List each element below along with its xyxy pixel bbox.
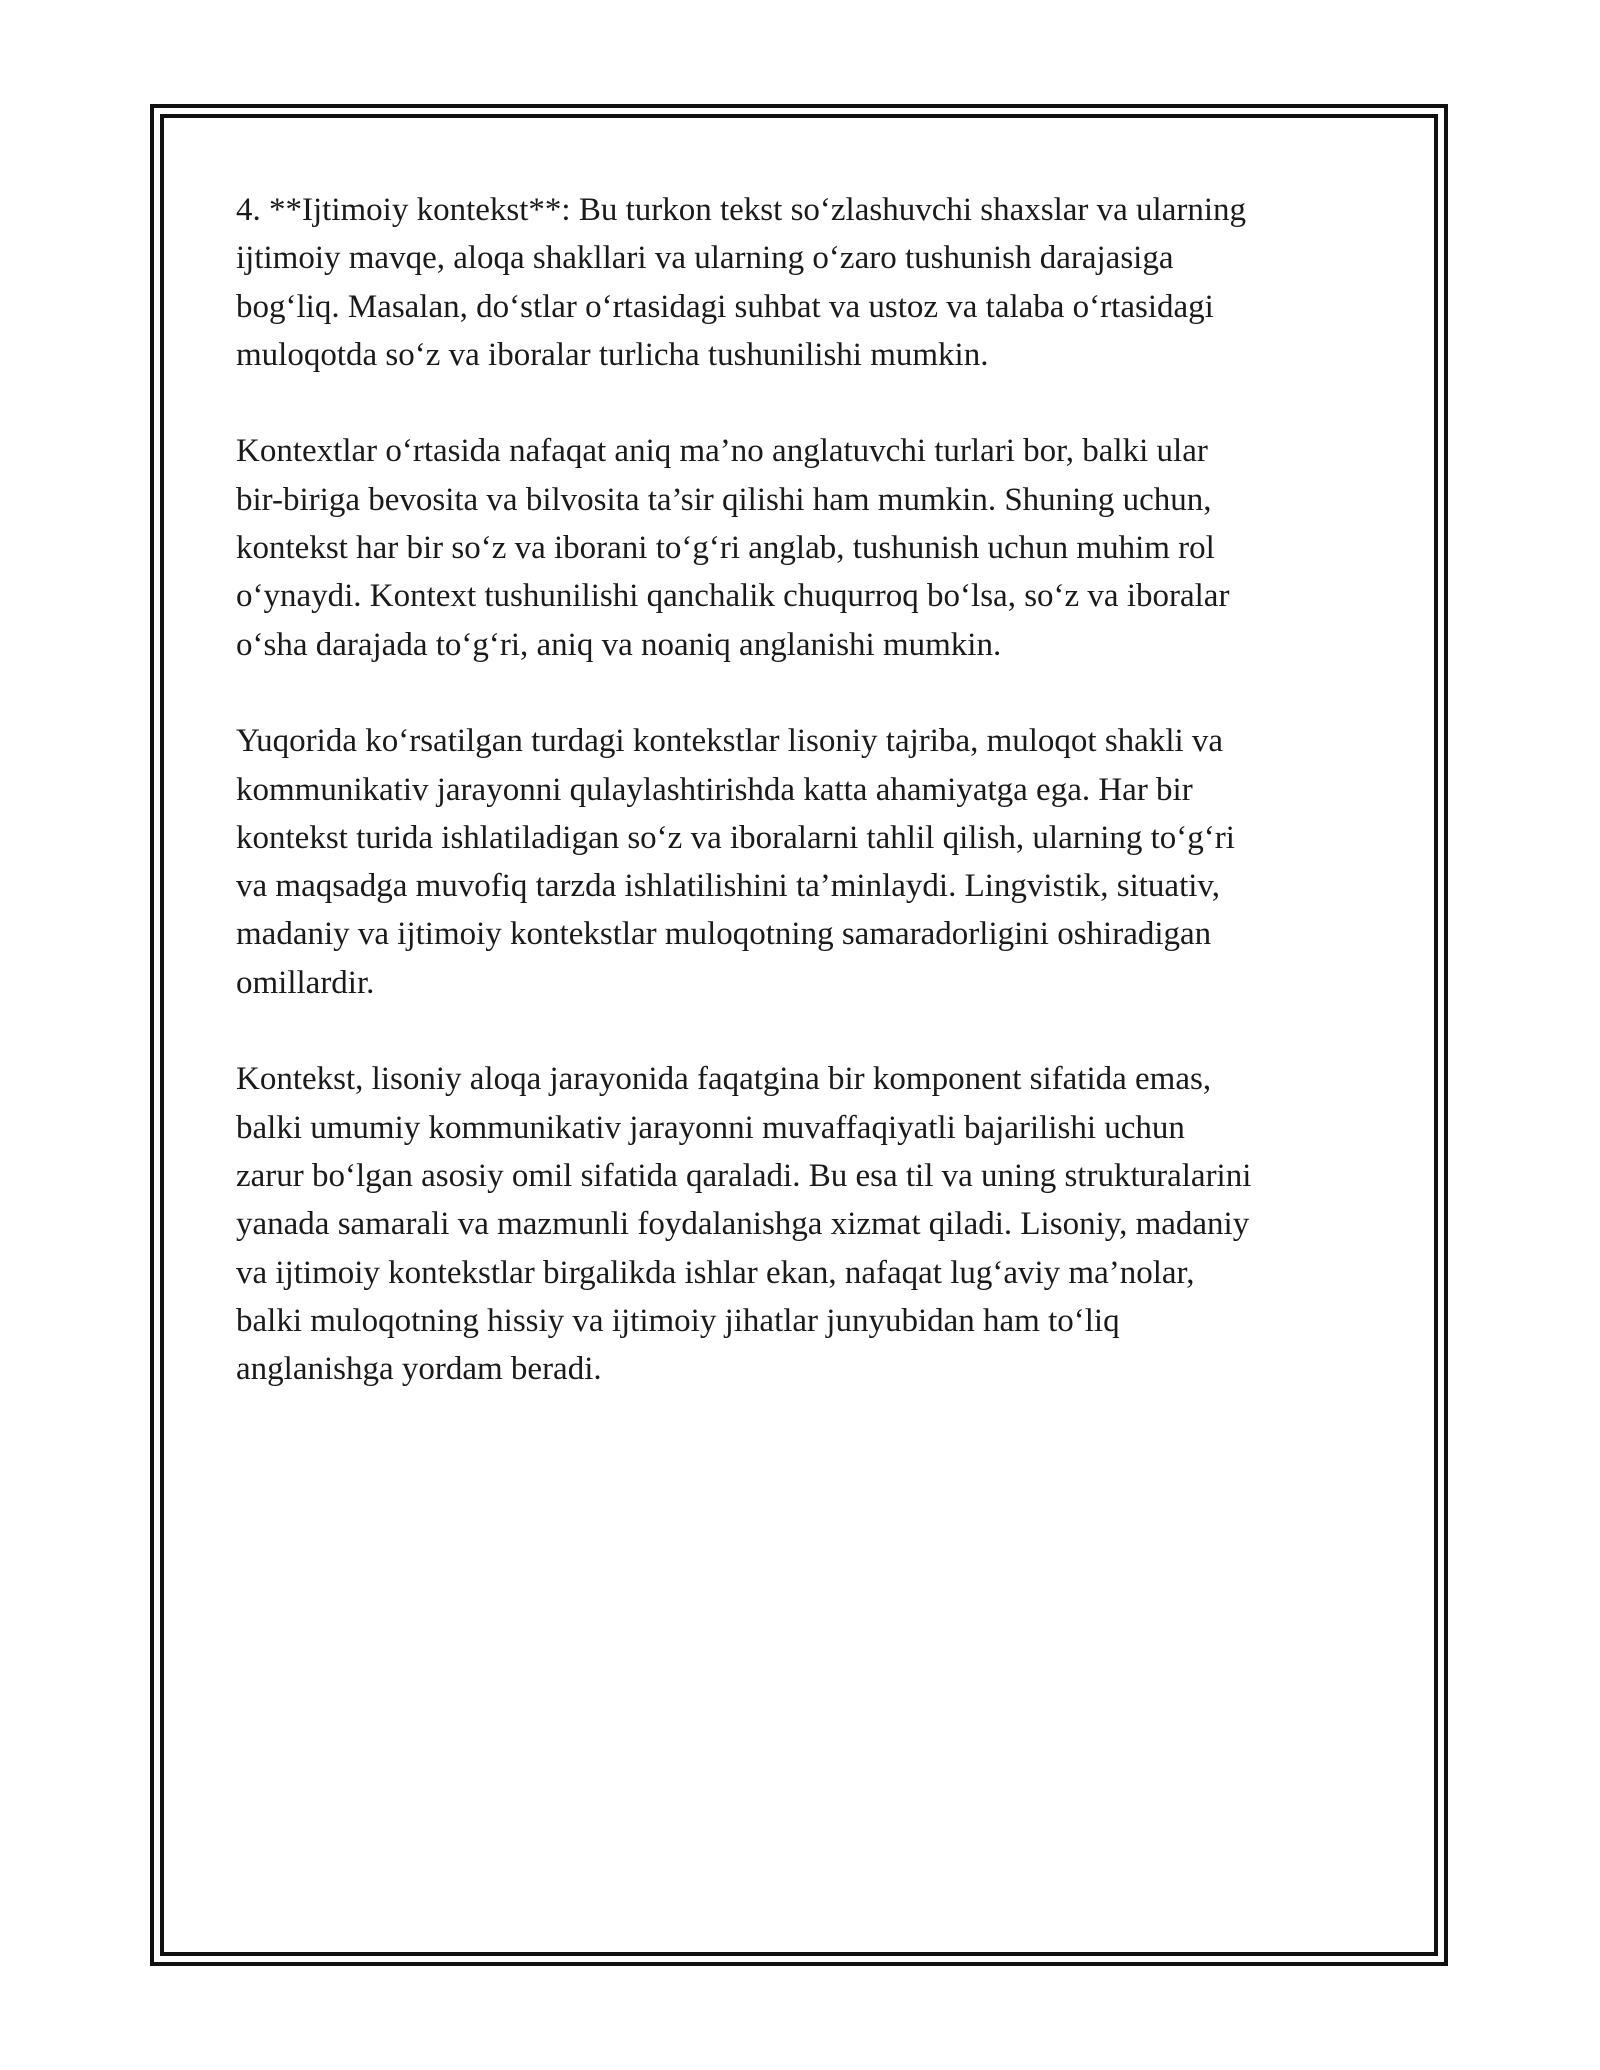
paragraph-context-types [236,427,1386,668]
text-line: bir-biriga bevosita va bilvosita ta’sir qilishi ham mumkin. Shuning uchun, [236,481,1212,518]
text-line: zarur bo‘lgan asosiy omil sifatida qaraladi. Bu esa til va uning strukturalarini [236,1157,1252,1194]
text-line: 4. **Ijtimoiy kontekst**: Bu turkon tekst so‘zlashuvchi shaxslar va ularning [236,192,1247,228]
text-line: yanada samarali va mazmunli foydalanishga xizmat qiladi. Lisoniy, madaniy [236,1206,1250,1243]
text-line: Kontekst, lisoniy aloqa jarayonida faqatgina bir komponent sifatida emas, [236,1061,1212,1098]
document-body [236,186,1386,1442]
paragraph-context-summary [236,717,1386,1007]
text-line: o‘sha darajada to‘g‘ri, aniq va noaniq anglanishi mumkin. [236,626,1002,663]
text-line: va ijtimoiy kontekstlar birgalikda ishlar ekan, nafaqat lug‘aviy ma’nolar, [236,1254,1195,1291]
text-line: anglanishga yordam beradi. [236,1351,602,1388]
text-line: kommunikativ jarayonni qulaylashtirishda katta ahamiyatga ega. Har bir [236,771,1193,808]
text-line: bog‘liq. Masalan, do‘stlar o‘rtasidagi suhbat va ustoz va talaba o‘rtasidagi [236,288,1214,325]
text-line: muloqotda so‘z va iboralar turlicha tushunilishi mumkin. [236,336,989,373]
paragraph-conclusion [236,1055,1386,1393]
text-line: Kontextlar o‘rtasida nafaqat aniq ma’no anglatuvchi turlari bor, balki ular [236,433,1208,470]
text-line: balki muloqotning hissiy va ijtimoiy jihatlar junyubidan ham to‘liq [236,1302,1120,1339]
text-line: Yuqorida ko‘rsatilgan turdagi kontekstlar lisoniy tajriba, muloqot shakli va [236,723,1224,760]
text-line: kontekst turida ishlatiladigan so‘z va iboralarni tahlil qilish, ularning to‘g‘ri [236,819,1235,856]
text-line: va maqsadga muvofiq tarzda ishlatilishini ta’minlaydi. Lingvistik, situativ, [236,868,1221,905]
text-line: balki umumiy kommunikativ jarayonni muvaffaqiyatli bajarilishi uchun [236,1109,1185,1146]
text-line: madaniy va ijtimoiy kontekstlar muloqotning samaradorligini oshiradigan [236,916,1212,953]
text-line: omillardir. [236,964,375,1001]
text-line: ijtimoiy mavqe, aloqa shakllari va ularning o‘zaro tushunish darajasiga [236,240,1174,277]
text-line: o‘ynaydi. Kontext tushunilishi qanchalik chuqurroq bo‘lsa, so‘z va iboralar [236,578,1230,615]
paragraph-social-context [236,186,1386,379]
text-line: kontekst har bir so‘z va iborani to‘g‘ri anglab, tushunish uchun muhim rol [236,530,1215,567]
